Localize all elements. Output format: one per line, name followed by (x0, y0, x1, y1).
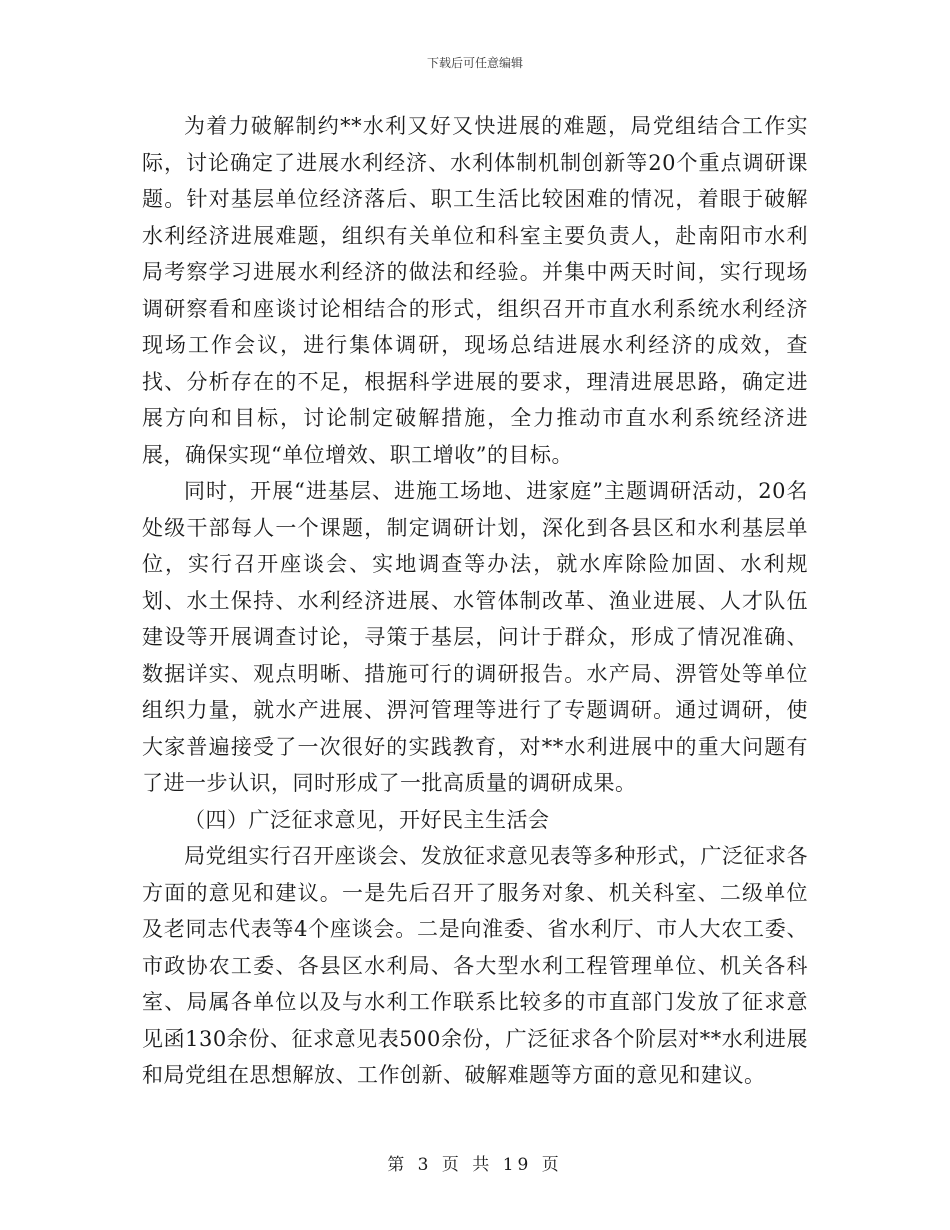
page-header: 下载后可任意编辑 (426, 56, 523, 70)
body-paragraph-1: 为着力破解制约**水利又好又快进展的难题，局党组结合工作实际，讨论确定了进展水利经济、水利体制机制创新等20个重点调研课题。针对基层单位经济落后、职工生活比较困难的情况，着眼于破解水利经济进展难题，组织有关单位和科室主要负责人，赴南阳市水利局考察学习进展水利经济的做法和经验。并集中两天时间，实行现场调研察看和座谈讨论相结合的形式，组织召开市直水利系统水利经济现场工作会议，进行集体调研，现场总结进展水利经济的成效，查找、分析存在的不足，根据科学进展的要求，理清进展思路，确定进展方向和目标，讨论制定破解措施，全力推动市直水利系统经济进展，确保实现“单位增效、职工增收”的目标。 (142, 114, 808, 467)
body-paragraph-2: 同时，开展“进基层、进施工场地、进家庭”主题调研活动，20名处级干部每人一个课题，制定调研计划，深化到各县区和水利基层单位，实行召开座谈会、实地调查等办法，就水库除险加固、水利规划、水土保持、水利经济进展、水管体制改革、渔业进展、人才队伍建设等开展调查讨论，寻策于基层，问计于群众，形成了情况准确、数据详实、观点明晰、措施可行的调研报告。水产局、淠管处等单位组织力量，就水产进展、淠河管理等进行了专题调研。通过调研，使大家普遍接受了一次很好的实践教育，对**水利进展中的重大问题有了进一步认识，同时形成了一批高质量的调研成果。 (142, 479, 808, 795)
section-heading: （四）广泛征求意见，开好民主生活会 (184, 807, 550, 832)
page-number-footer: 第 3 页 共 19 页 (387, 1155, 563, 1175)
body-paragraph-3: 局党组实行召开座谈会、发放征求意见表等多种形式，广泛征求各方面的意见和建议。一是先后召开了服务对象、机关科室、二级单位及老同志代表等4个座谈会。二是向淮委、省水利厅、市人大农工委、市政协农工委、各县区水利局、各大型水利工程管理单位、机关各科室、局属各单位以及与水利工作联系比较多的市直部门发放了征求意见函130余份、征求意见表500余份，广泛征求各个阶层对**水利进展和局党组在思想解放、工作创新、破解难题等方面的意见和建议。 (142, 844, 808, 1087)
document-body (142, 108, 808, 1094)
